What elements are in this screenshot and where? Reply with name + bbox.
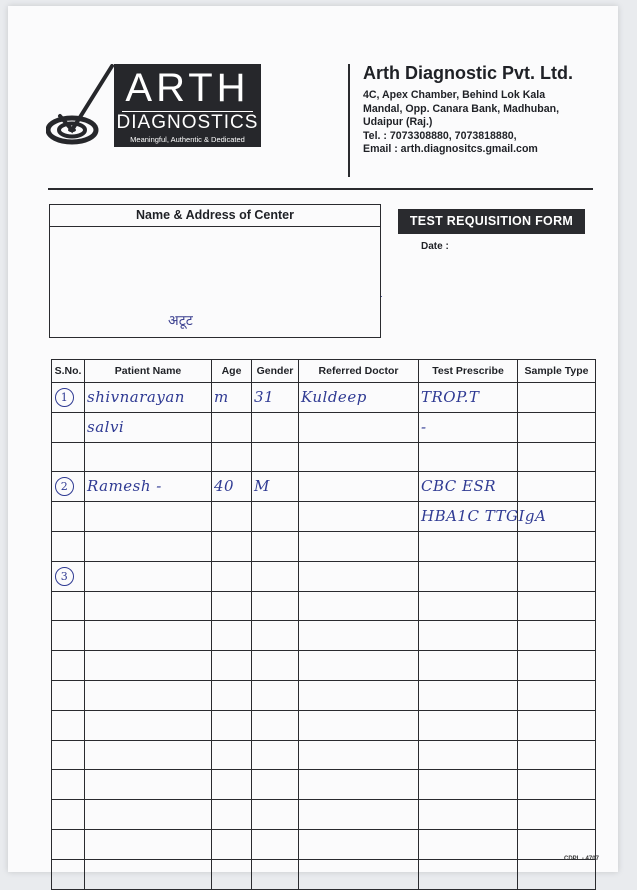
- cell-referred-doctor[interactable]: [299, 800, 419, 830]
- cell-gender[interactable]: [252, 621, 299, 651]
- cell-gender[interactable]: [252, 829, 299, 859]
- address-line: Udaipur (Raj.): [363, 116, 433, 128]
- cell-test-prescribe[interactable]: [419, 591, 518, 621]
- table-row: [52, 829, 596, 859]
- cell-referred-doctor[interactable]: [299, 502, 419, 532]
- cell-sample-type[interactable]: [518, 829, 596, 859]
- cell-referred-doctor[interactable]: [299, 442, 419, 472]
- col-header-test-prescribe: Test Prescribe: [419, 360, 518, 383]
- serial-number: 2: [55, 477, 74, 496]
- logo-tagline: Meaningful, Authentic & Dedicated: [130, 135, 245, 144]
- cell-age[interactable]: [212, 829, 252, 859]
- cell-test-prescribe[interactable]: [419, 412, 518, 442]
- handwritten-entry: Kuldeep: [301, 387, 367, 406]
- cell-patient-name[interactable]: [85, 680, 212, 710]
- handwritten-entry: shivnarayan: [87, 387, 185, 406]
- cell-test-prescribe[interactable]: [419, 710, 518, 740]
- cell-referred-doctor[interactable]: [299, 383, 419, 413]
- cell-sample-type[interactable]: [518, 770, 596, 800]
- cell-sample-type[interactable]: [518, 442, 596, 472]
- cell-sno[interactable]: [52, 710, 85, 740]
- handwritten-entry: TROP.T: [421, 387, 480, 406]
- cell-referred-doctor[interactable]: [299, 531, 419, 561]
- address-line: Mandal, Opp. Canara Bank, Madhuban,: [363, 102, 560, 115]
- cell-sample-type[interactable]: [518, 383, 596, 413]
- center-handwritten-name: अटूट: [168, 313, 193, 329]
- cell-gender[interactable]: [252, 412, 299, 442]
- cell-age[interactable]: [212, 859, 252, 889]
- table-header-row: [52, 360, 596, 383]
- cell-age[interactable]: [212, 800, 252, 830]
- cell-age[interactable]: [212, 740, 252, 770]
- cell-test-prescribe[interactable]: [419, 621, 518, 651]
- cell-gender[interactable]: [252, 531, 299, 561]
- cell-sno[interactable]: [52, 561, 85, 591]
- table-row: [52, 740, 596, 770]
- table-row: [52, 472, 596, 502]
- cell-test-prescribe[interactable]: [419, 800, 518, 830]
- table-row: [52, 651, 596, 681]
- cell-age[interactable]: [212, 680, 252, 710]
- cell-sno[interactable]: [52, 442, 85, 472]
- serial-number: 3: [55, 567, 74, 586]
- cell-patient-name[interactable]: [85, 651, 212, 681]
- cell-age[interactable]: [212, 561, 252, 591]
- cell-age[interactable]: [212, 591, 252, 621]
- cell-sample-type[interactable]: [518, 561, 596, 591]
- address-line: 4C, Apex Chamber, Behind Lok Kala: [363, 89, 546, 101]
- cell-referred-doctor[interactable]: [299, 859, 419, 889]
- handwritten-entry: Ramesh -: [87, 477, 162, 496]
- cell-sno[interactable]: [52, 383, 85, 413]
- ink-speck: ·: [380, 291, 383, 301]
- cell-gender[interactable]: [252, 591, 299, 621]
- cell-sample-type[interactable]: [518, 651, 596, 681]
- cell-gender[interactable]: [252, 442, 299, 472]
- cell-age[interactable]: [212, 531, 252, 561]
- cell-sno[interactable]: [52, 800, 85, 830]
- cell-referred-doctor[interactable]: [299, 740, 419, 770]
- form-code: CDPL - 4707: [564, 856, 599, 862]
- cell-referred-doctor[interactable]: [299, 621, 419, 651]
- table-row: [52, 680, 596, 710]
- col-header-sno: S.No.: [52, 360, 85, 383]
- cell-referred-doctor[interactable]: [299, 680, 419, 710]
- cell-gender[interactable]: [252, 740, 299, 770]
- cell-sno[interactable]: [52, 680, 85, 710]
- target-check-icon: [46, 64, 116, 148]
- cell-patient-name[interactable]: [85, 472, 212, 502]
- email-line: Email : arth.diagnositcs.gmail.com: [363, 143, 538, 155]
- logo: [114, 64, 261, 147]
- cell-test-prescribe[interactable]: [419, 472, 518, 502]
- cell-test-prescribe[interactable]: [419, 383, 518, 413]
- cell-sample-type[interactable]: [518, 472, 596, 502]
- logo-word: ARTH: [125, 66, 250, 110]
- cell-gender[interactable]: [252, 502, 299, 532]
- cell-gender[interactable]: [252, 472, 299, 502]
- cell-patient-name[interactable]: [85, 561, 212, 591]
- table-row: [52, 800, 596, 830]
- company-info: [363, 62, 613, 157]
- cell-patient-name[interactable]: [85, 770, 212, 800]
- table-row: [52, 531, 596, 561]
- table-row: [52, 383, 596, 413]
- cell-referred-doctor[interactable]: [299, 651, 419, 681]
- patient-table: [51, 359, 596, 890]
- col-header-age: Age: [212, 360, 252, 383]
- cell-age[interactable]: [212, 472, 252, 502]
- cell-sno[interactable]: [52, 651, 85, 681]
- table-row: [52, 710, 596, 740]
- cell-patient-name[interactable]: [85, 591, 212, 621]
- cell-sno[interactable]: [52, 502, 85, 532]
- cell-sno[interactable]: [52, 740, 85, 770]
- cell-age[interactable]: [212, 502, 252, 532]
- cell-age[interactable]: [212, 770, 252, 800]
- cell-sample-type[interactable]: [518, 740, 596, 770]
- table-row: [52, 561, 596, 591]
- cell-sample-type[interactable]: [518, 680, 596, 710]
- cell-sample-type[interactable]: [518, 621, 596, 651]
- cell-sno[interactable]: [52, 412, 85, 442]
- cell-test-prescribe[interactable]: [419, 502, 547, 532]
- cell-gender[interactable]: [252, 859, 299, 889]
- cell-gender[interactable]: [252, 800, 299, 830]
- center-address-heading: Name & Address of Center: [50, 205, 380, 227]
- handwritten-entry: salvi: [87, 417, 125, 436]
- cell-test-prescribe[interactable]: [419, 531, 518, 561]
- cell-patient-name[interactable]: [85, 531, 212, 561]
- requisition-form-sheet: [8, 6, 618, 872]
- cell-patient-name[interactable]: [85, 859, 212, 889]
- cell-patient-name[interactable]: [85, 442, 212, 472]
- cell-sample-type[interactable]: [518, 800, 596, 830]
- col-header-gender: Gender: [252, 360, 299, 383]
- cell-patient-name[interactable]: [85, 502, 212, 532]
- cell-sno[interactable]: [52, 591, 85, 621]
- cell-sno[interactable]: [52, 531, 85, 561]
- table-row: [52, 591, 596, 621]
- cell-patient-name[interactable]: [85, 412, 212, 442]
- table-row: [52, 859, 596, 889]
- logo-subtitle: DIAGNOSTICS: [116, 112, 259, 133]
- company-name: Arth Diagnostic Pvt. Ltd.: [363, 63, 574, 83]
- table-row: [52, 770, 596, 800]
- cell-age[interactable]: [212, 412, 252, 442]
- handwritten-entry: M: [254, 477, 270, 496]
- cell-gender[interactable]: [252, 651, 299, 681]
- cell-test-prescribe[interactable]: [419, 859, 518, 889]
- cell-test-prescribe[interactable]: [419, 740, 518, 770]
- cell-referred-doctor[interactable]: [299, 561, 419, 591]
- cell-patient-name[interactable]: [85, 710, 212, 740]
- cell-patient-name[interactable]: [85, 621, 212, 651]
- cell-gender[interactable]: [252, 770, 299, 800]
- cell-patient-name[interactable]: [85, 383, 212, 413]
- cell-referred-doctor[interactable]: [299, 829, 419, 859]
- cell-gender[interactable]: [252, 680, 299, 710]
- cell-sample-type[interactable]: [518, 859, 596, 889]
- cell-patient-name[interactable]: [85, 800, 212, 830]
- handwritten-entry: 40: [214, 477, 235, 496]
- cell-age[interactable]: [212, 710, 252, 740]
- cell-referred-doctor[interactable]: [299, 412, 419, 442]
- cell-patient-name[interactable]: [85, 740, 212, 770]
- cell-age[interactable]: [212, 621, 252, 651]
- date-label: Date :: [421, 241, 449, 252]
- cell-sno[interactable]: [52, 472, 85, 502]
- col-header-patient-name: Patient Name: [85, 360, 212, 383]
- header-divider: [348, 64, 350, 177]
- cell-referred-doctor[interactable]: [299, 710, 419, 740]
- handwritten-entry: HBA1C TTGIgA: [421, 507, 547, 526]
- handwritten-entry: -: [421, 417, 427, 436]
- col-header-sample-type: Sample Type: [518, 360, 596, 383]
- cell-sno[interactable]: [52, 859, 85, 889]
- table-row: [52, 442, 596, 472]
- cell-patient-name[interactable]: [85, 829, 212, 859]
- handwritten-entry: CBC ESR: [421, 477, 497, 496]
- cell-sno[interactable]: [52, 621, 85, 651]
- cell-referred-doctor[interactable]: [299, 472, 419, 502]
- cell-test-prescribe[interactable]: [419, 770, 518, 800]
- cell-test-prescribe[interactable]: [419, 651, 518, 681]
- handwritten-entry: 31: [254, 387, 275, 406]
- cell-test-prescribe[interactable]: [419, 829, 518, 859]
- cell-age[interactable]: [212, 383, 252, 413]
- cell-sno[interactable]: [52, 770, 85, 800]
- col-header-referred-doctor: Referred Doctor: [299, 360, 419, 383]
- handwritten-entry: m: [214, 387, 229, 406]
- phone-line: Tel. : 7073308880, 7073818880,: [363, 129, 517, 142]
- table-row: [52, 621, 596, 651]
- serial-number: 1: [55, 388, 74, 407]
- cell-test-prescribe[interactable]: [419, 442, 518, 472]
- cell-gender[interactable]: [252, 710, 299, 740]
- cell-referred-doctor[interactable]: [299, 770, 419, 800]
- cell-sample-type[interactable]: [518, 531, 596, 561]
- cell-sample-type[interactable]: [518, 591, 596, 621]
- cell-sample-type[interactable]: [518, 710, 596, 740]
- cell-test-prescribe[interactable]: [419, 680, 518, 710]
- cell-sno[interactable]: [52, 829, 85, 859]
- cell-age[interactable]: [212, 651, 252, 681]
- form-title: TEST REQUISITION FORM: [398, 209, 585, 234]
- cell-gender[interactable]: [252, 383, 299, 413]
- cell-test-prescribe[interactable]: [419, 561, 518, 591]
- cell-referred-doctor[interactable]: [299, 591, 419, 621]
- cell-sample-type[interactable]: [518, 412, 596, 442]
- table-row: [52, 502, 596, 532]
- table-body: [52, 383, 596, 890]
- center-address-box[interactable]: [49, 204, 381, 338]
- header-rule: [48, 188, 593, 190]
- cell-gender[interactable]: [252, 561, 299, 591]
- cell-age[interactable]: [212, 442, 252, 472]
- table-row: [52, 412, 596, 442]
